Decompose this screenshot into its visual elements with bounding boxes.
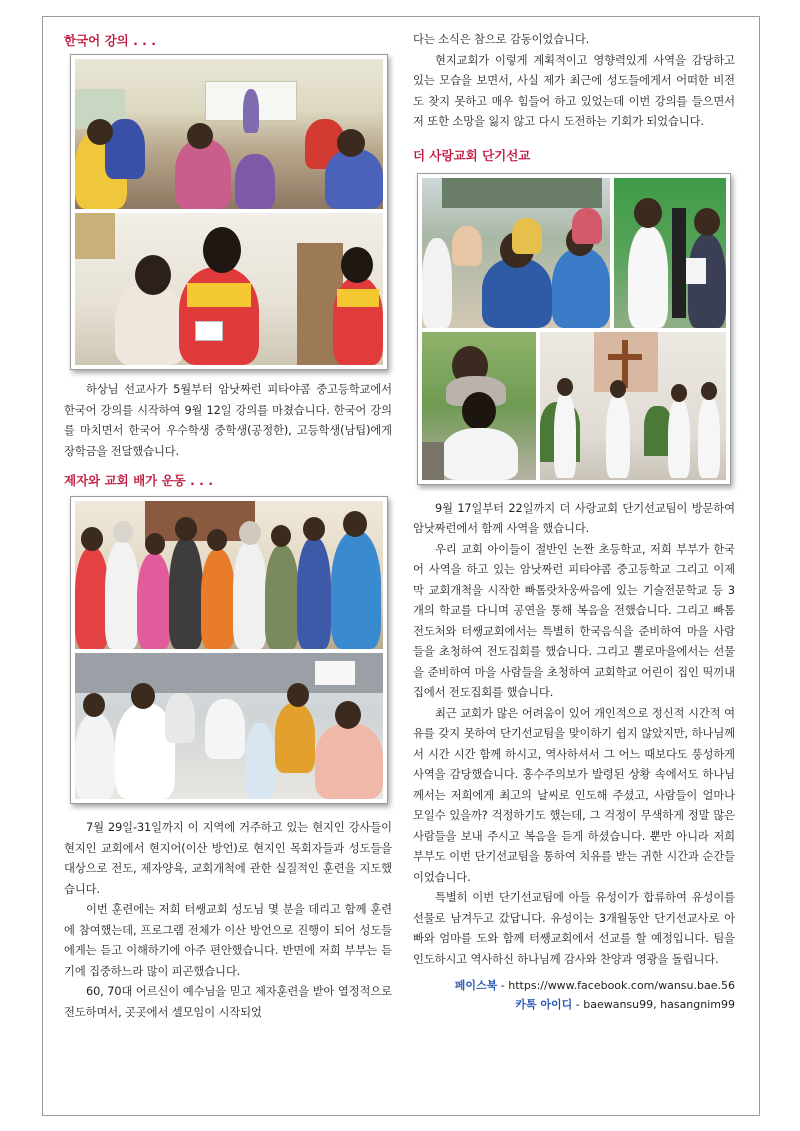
right-column (413, 30, 735, 1014)
section-heading-discipleship: 제자와 교회 배가 운동 . . . (64, 473, 214, 488)
contact-info (413, 976, 735, 1014)
paragraph-discipleship-1: 7월 29일-31일까지 이 지역에 거주하고 있는 현지인 강사들이 현지인 교회에서 현지어(이산 방언)로 현지인 목회자들과 성도들을 대상으로 전도, 제자양육, 교회개척에 관한 실질적인 훈련을 지도했습니다. (64, 821, 392, 896)
paragraph-continuation: 다는 소식은 참으로 감동이었습니다. (413, 33, 590, 46)
photo-audience (422, 178, 610, 328)
paragraph-vision: 현지교회가 이렇게 계획적이고 영향력있게 사역을 감당하고 있는 모습을 보면서, 사실 제가 최근에 성도들에게서 어떠한 비전도 찾지 못하고 매우 힘들어 하고 있었는데 이번 강의를 들으면서 저 또한 소망을 잃지 않고 다시 도전하는 기회가 되었습니다. (413, 53, 735, 128)
photo-classroom (75, 59, 383, 209)
mission-text (413, 499, 735, 971)
photo-korean-class (70, 54, 388, 370)
photo-haircut (422, 332, 536, 480)
facebook-link[interactable]: - https://www.facebook.com/wansu.bae.56 (497, 979, 735, 992)
photo-preacher (614, 178, 726, 328)
paragraph-mission-3: 최근 교회가 많은 어려움이 있어 개인적으로 정신적 시간적 여유를 갖지 못하여 단기선교팀을 맞이하기 쉽지 않았지만, 하나님께서 시간 시간 함께 하시고, 역사하셔서 그 어느 때보다도 풍성하게 사역을 감당했습니다. 홍수주의보가 발령된 상황 속에서도 하나님께서는 저희에게 최고의 날씨로 인도해 주셨고, 사람들이 얼마나 모일수 있을까? 걱정하기도 했는데, 그 걱정이 무색하게 정말 많은 사람들을 보내 주시고 복음을 듣게 하셨습니다. 뿐만 아니라 저희 부부도 이번 단기선교팀을 통하여 치유를 받는 귀한 시간과 순간들이었습니다. (413, 706, 735, 884)
section-heading-korean-class: 한국어 강의 . . . (64, 33, 157, 48)
facebook-label: 페이스북 (454, 979, 498, 992)
photo-training (75, 653, 383, 799)
photo-discipleship (70, 496, 388, 804)
discipleship-text (64, 818, 392, 1023)
facebook-line (413, 976, 735, 995)
paragraph-mission-2: 우리 교회 아이들이 절반인 논짠 초등학교, 저희 부부가 한국어 사역을 하고 있는 암낫짜런 피타야콤 중고등학교 그리고 이제 막 교회개척을 시작한 빠톰랏차웅싸음에 있는 기술전문학교 등 3개의 학교를 다니며 공연을 통해 복음을 전했습니다. 그리고 빠톰전도처와 터쌩교회에서는 특별히 한국음식을 준비하여 마을 사람들을 초청하여 전도집회를 했습니다. 그리고 뽈로마을에서는 선물을 준비하여 마을 사람들을 초청하여 교회학교 어린이 집인 띡끼내 집에서 전도집회를 했습니다. (413, 542, 735, 699)
kakao-label: 카톡 아이디 (515, 998, 573, 1011)
paragraph-mission-4: 특별히 이번 단기선교팀에 아들 유성이가 합류하여 유성이를 선물로 남겨두고 갔답니다. 유성이는 3개월동안 단기선교사로 아빠와 엄마를 도와 함께 터쌩교회에서 선교를 할 예정입니다. 팀을 인도하시고 역사하신 하나님께 감사와 찬양과 영광을 돌립니다. (413, 891, 735, 966)
left-column (64, 30, 392, 1023)
paragraph-korean-class: 하상님 선교사가 5월부터 암낫짜런 피타야콤 중고등학교에서 한국어 강의를 시작하여 9월 12일 강의를 마쳤습니다. 한국어 강의를 마치면서 한국어 우수학생 중학생(공정한), 고등학생(남팁)에게 장학금을 전달했습니다. (64, 383, 392, 458)
paragraph-discipleship-3: 60, 70대 어르신이 예수님을 믿고 제자훈련을 받아 열정적으로 전도하며서, 곳곳에서 셀모임이 시작되었 (64, 985, 392, 1019)
photo-short-term-mission (417, 173, 731, 485)
photo-group (75, 501, 383, 649)
paragraph-discipleship-2: 이번 훈련에는 저희 터쌩교회 성도님 몇 분을 데리고 함께 훈련에 참여했는데, 프로그램 전체가 이산 방언으로 진행이 되어 성도들에게는 듣고 이해하기에 아주 편안했습니다. 반면에 저희 부부는 듣기에 집중하느라 많이 피곤했습니다. (64, 903, 392, 978)
kakao-id: - baewansu99, hasangnim99 (572, 998, 735, 1011)
photo-performance (540, 332, 726, 480)
kakao-line (413, 995, 735, 1014)
photo-scholarship (75, 213, 383, 365)
section-heading-short-term-mission: 더 사랑교회 단기선교 (413, 147, 531, 163)
paragraph-mission-1: 9월 17일부터 22일까지 더 사랑교회 단기선교팀이 방문하여 암낫짜런에서 함께 사역을 했습니다. (413, 501, 735, 535)
